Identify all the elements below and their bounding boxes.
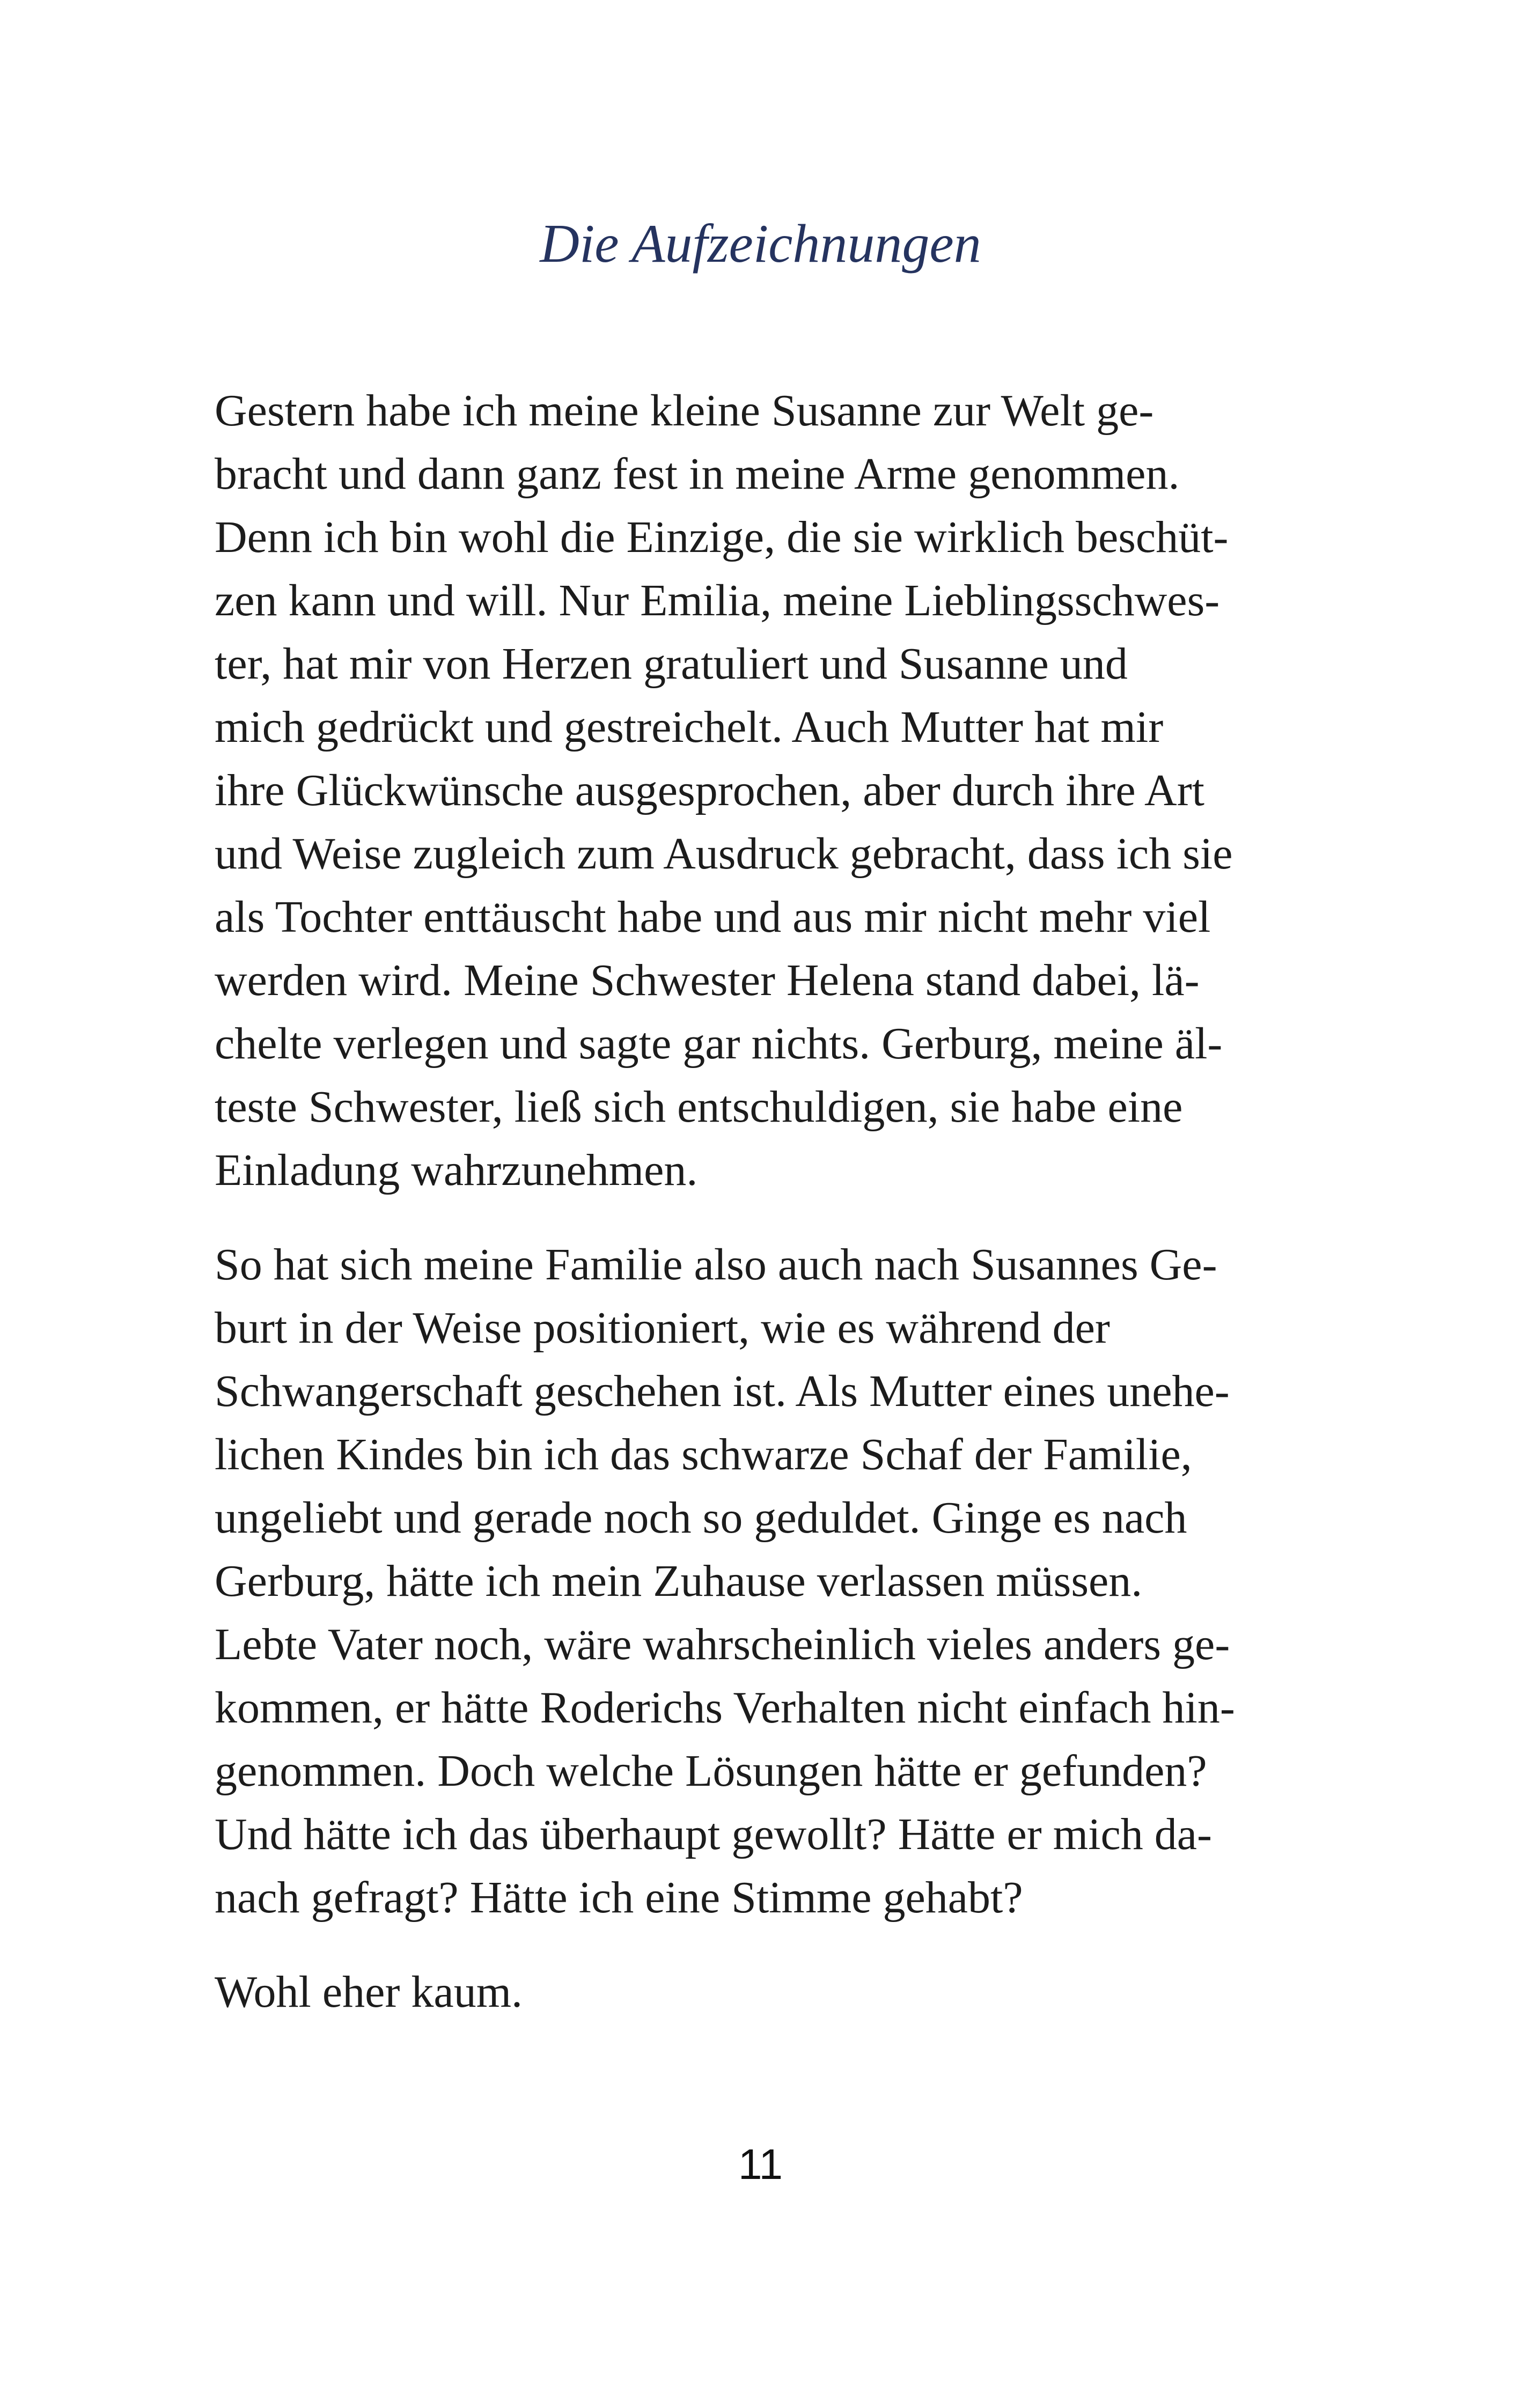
text-line: Denn ich bin wohl die Einzige, die sie wirklich beschüt- [215,512,1229,562]
text-line: und Weise zugleich zum Ausdruck gebracht, dass ich sie [215,829,1233,879]
paragraph-2 [215,1233,1331,1930]
text-line: zen kann und will. Nur Emilia, meine Lieblingsschwes- [215,576,1220,625]
text-line: Einladung wahrzunehmen. [215,1145,698,1195]
text-line: teste Schwester, ließ sich entschuldigen, sie habe eine [215,1082,1183,1132]
text-line: Schwangerschaft geschehen ist. Als Mutter eines unehe- [215,1366,1230,1416]
text-line: kommen, er hätte Roderichs Verhalten nicht einfach hin- [215,1683,1235,1733]
text-line: So hat sich meine Familie also auch nach Susannes Ge- [215,1240,1217,1290]
text-line: Gerburg, hätte ich mein Zuhause verlassen müssen. [215,1556,1143,1606]
page-number: 11 [738,2140,783,2188]
text-line: als Tochter enttäuscht habe und aus mir nicht mehr viel [215,892,1211,942]
text-line: ungeliebt und gerade noch so geduldet. Ginge es nach [215,1493,1187,1543]
text-line: bracht und dann ganz fest in meine Arme genommen. [215,449,1180,499]
text-line: nach gefragt? Hätte ich eine Stimme gehabt? [215,1873,1023,1923]
text-line: Wohl eher kaum. [215,1967,523,2017]
text-line: genommen. Doch welche Lösungen hätte er gefunden? [215,1746,1207,1796]
paragraph-1 [215,379,1331,1202]
text-line: lichen Kindes bin ich das schwarze Schaf der Familie, [215,1430,1192,1479]
text-line: Lebte Vater noch, wäre wahrscheinlich vieles anders ge- [215,1619,1230,1669]
text-line: ihre Glückwünsche ausgesprochen, aber durch ihre Art [215,765,1205,815]
text-line: mich gedrückt und gestreichelt. Auch Mutter hat mir [215,702,1164,752]
text-line: Gestern habe ich meine kleine Susanne zur Welt ge- [215,386,1154,436]
text-line: Und hätte ich das überhaupt gewollt? Hätte er mich da- [215,1809,1212,1859]
text-line: chelte verlegen und sagte gar nichts. Gerburg, meine äl- [215,1019,1223,1069]
chapter-title: Die Aufzeichnungen [540,213,981,274]
body-text [215,379,1331,2055]
paragraph-3 [215,1961,1331,2024]
text-line: werden wird. Meine Schwester Helena stand dabei, lä- [215,955,1200,1005]
text-line: burt in der Weise positioniert, wie es während der [215,1303,1110,1353]
text-line: ter, hat mir von Herzen gratuliert und Susanne und [215,639,1128,689]
